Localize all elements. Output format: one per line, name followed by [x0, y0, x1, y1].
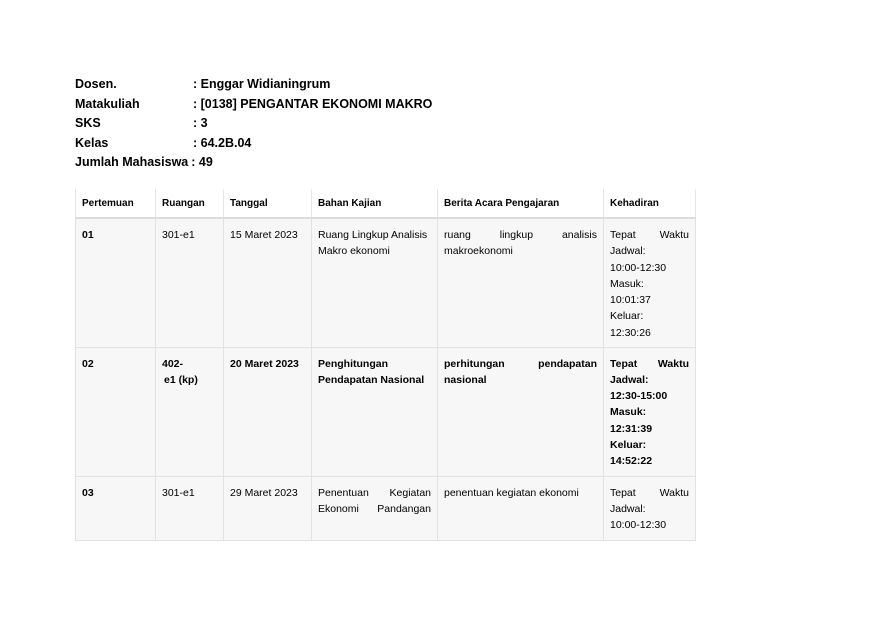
kehadiran-cell: [604, 218, 696, 347]
col-berita-acara: Berita Acara Pengajaran: [438, 189, 604, 218]
berita-line: nasional: [444, 373, 487, 386]
masuk-label: Masuk:: [610, 406, 647, 419]
jumlah-value: : 49: [191, 155, 213, 169]
keluar-label: Keluar:: [610, 310, 644, 323]
berita-line: [444, 356, 597, 372]
dosen-row: [75, 75, 432, 95]
keluar-label: Keluar:: [610, 438, 647, 451]
kehadiran-status: [610, 485, 689, 501]
kehadiran-word: Waktu: [659, 229, 689, 241]
bahan-word: Penentuan: [318, 486, 369, 499]
dosen-label: Dosen.: [75, 77, 117, 91]
jadwal-value: 10:00-12:30: [610, 519, 667, 532]
sks-row: [75, 114, 432, 134]
bahan-kajian-cell: [312, 476, 438, 540]
masuk-label: Masuk:: [610, 277, 644, 290]
kehadiran-word: Waktu: [659, 486, 689, 499]
jadwal-label: Jadwal:: [610, 373, 649, 386]
table-row: [76, 476, 696, 540]
masuk-value: 10:01:37: [610, 294, 651, 307]
berita-acara-cell: penentuan kegiatan ekonomi: [438, 476, 604, 540]
col-bahan-kajian: Bahan Kajian: [312, 189, 438, 218]
kelas-label: Kelas: [75, 135, 109, 150]
sks-label: SKS: [75, 116, 101, 130]
berita-line: makroekonomi: [444, 245, 513, 258]
keluar-value: 12:30:26: [610, 326, 651, 339]
table-row: [76, 218, 696, 347]
kehadiran-word: Waktu: [657, 357, 689, 370]
matakuliah-value: : [0138] PENGANTAR EKONOMI MAKRO: [193, 96, 433, 111]
masuk-value: 12:31:39: [610, 422, 653, 435]
col-kehadiran: Kehadiran: [604, 189, 696, 218]
keluar-value: 14:52:22: [610, 455, 653, 468]
ruangan-cell: [156, 476, 224, 540]
col-tanggal: Tanggal: [224, 189, 312, 218]
berita-word: perhitungan: [444, 357, 505, 370]
table-row: [76, 347, 696, 476]
kelas-row: [75, 134, 432, 154]
bahan-kajian-cell: [312, 218, 438, 347]
tanggal-cell: 29 Maret 2023: [224, 476, 312, 540]
berita-word: pendapatan: [538, 357, 597, 370]
berita-acara-cell: [438, 347, 604, 476]
bahan-kajian-cell: [312, 347, 438, 476]
jadwal-label: Jadwal:: [610, 245, 646, 258]
col-pertemuan: Pertemuan: [76, 189, 156, 218]
kelas-value: : 64.2B.04: [193, 135, 252, 150]
berita-word: analisis: [561, 229, 597, 241]
berita-word: ruang: [444, 229, 471, 241]
bahan-line: Penghitungan: [318, 357, 388, 370]
course-info-header: [75, 75, 432, 173]
pertemuan-cell: 02: [76, 347, 156, 476]
ruangan-text: 402-: [162, 357, 184, 370]
jumlah-row: [75, 153, 432, 173]
tanggal-cell: 20 Maret 2023: [224, 347, 312, 476]
berita-word: lingkup: [499, 229, 534, 241]
sks-value: : 3: [193, 116, 208, 130]
kehadiran-word: Tepat: [610, 486, 636, 499]
bahan-word: Ekonomi: [318, 502, 359, 515]
col-ruangan: Ruangan: [156, 189, 224, 218]
kehadiran-word: Tepat: [610, 229, 636, 241]
kehadiran-status: [610, 227, 689, 243]
bahan-line: [318, 501, 431, 517]
berita-line: [444, 227, 597, 243]
ruangan-text: e1 (kp): [164, 373, 198, 386]
matakuliah-label: Matakuliah: [75, 96, 140, 111]
jadwal-value: 12:30-15:00: [610, 390, 668, 403]
dosen-value: : Enggar Widianingrum: [193, 77, 331, 91]
ruangan-cell: [156, 347, 224, 476]
jumlah-label: Jumlah Mahasiswa: [75, 155, 189, 169]
bahan-line: [318, 485, 431, 501]
pertemuan-cell: 01: [76, 218, 156, 347]
kehadiran-status: [610, 356, 689, 372]
berita-acara-cell: [438, 218, 604, 347]
pertemuan-cell: 03: [76, 476, 156, 540]
jadwal-label: Jadwal:: [610, 502, 646, 515]
matakuliah-row: [75, 95, 432, 115]
attendance-table: [75, 189, 696, 541]
ruangan-text: 301-e1: [162, 229, 195, 241]
jadwal-value: 10:00-12:30: [610, 261, 667, 274]
bahan-line: Pendapatan Nasional: [318, 373, 425, 386]
bahan-line: Ruang Lingkup Analisis: [318, 229, 428, 241]
kehadiran-cell: [604, 476, 696, 540]
ruangan-text: 301-e1: [162, 486, 195, 499]
ruangan-cell: [156, 218, 224, 347]
table-header-row: [76, 189, 696, 218]
kehadiran-word: Tepat: [610, 357, 638, 370]
kehadiran-cell: [604, 347, 696, 476]
tanggal-cell: 15 Maret 2023: [224, 218, 312, 347]
bahan-word: Pandangan: [377, 502, 431, 515]
bahan-line: Makro ekonomi: [318, 245, 390, 258]
bahan-word: Kegiatan: [389, 486, 431, 499]
